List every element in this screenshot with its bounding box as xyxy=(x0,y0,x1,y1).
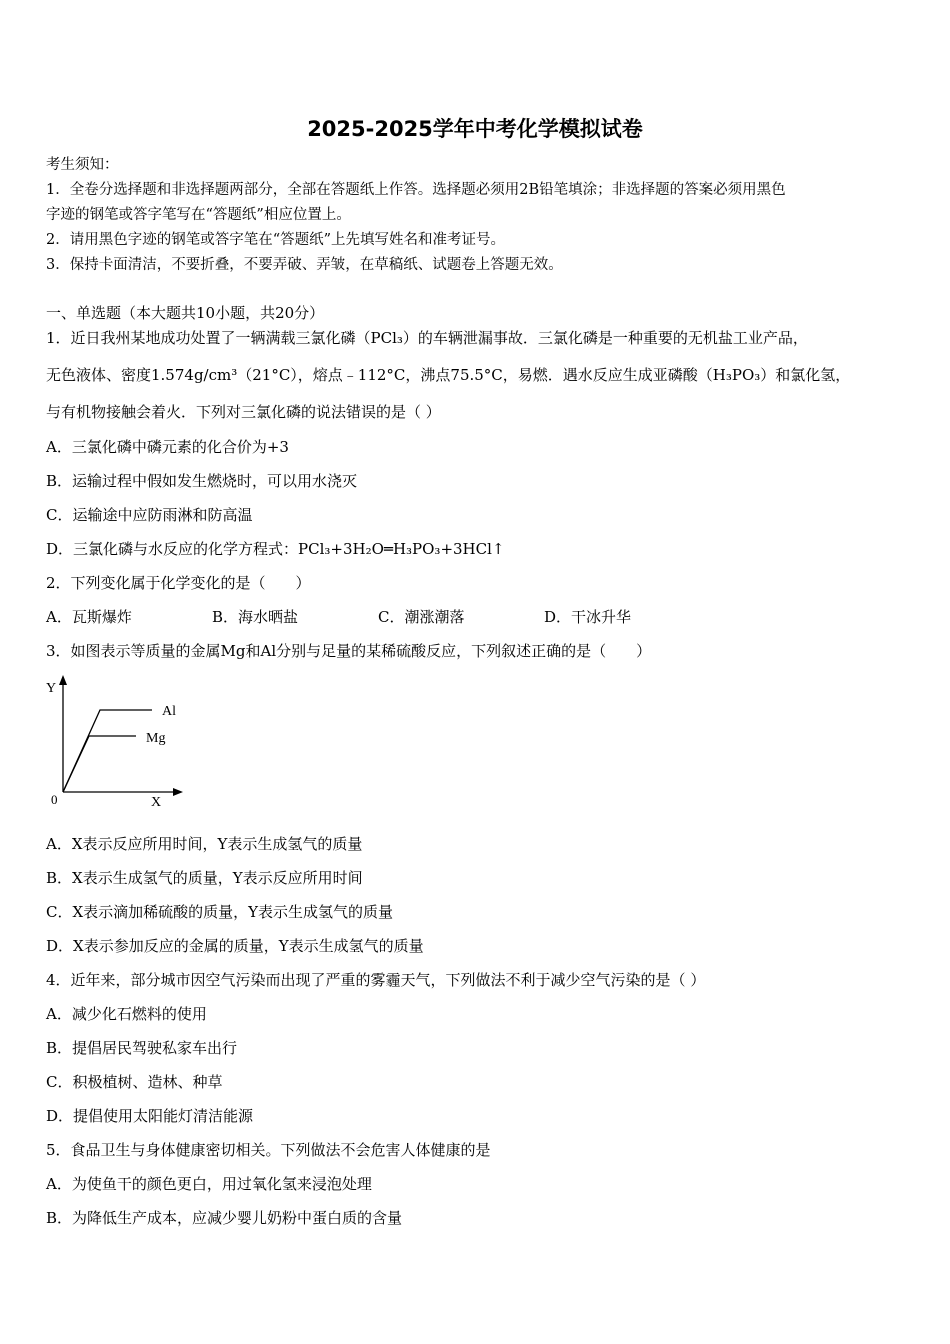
y-axis-label: Y xyxy=(46,681,57,696)
mg-label: Mg xyxy=(146,731,166,746)
q1-stem-line1: 1．近日我州某地成功处置了一辆满载三氯化磷（PCl₃）的车辆泄漏事故．三氯化磷是一种重要的无机盐工业产品， xyxy=(46,329,808,347)
q4-option-d: D．提倡使用太阳能灯清洁能源 xyxy=(46,1107,254,1125)
q1-option-d: D．三氯化磷与水反应的化学方程式：PCl₃+3H₂O═H₃PO₃+3HCl↑ xyxy=(46,540,505,558)
y-axis-arrow-icon xyxy=(59,675,67,685)
q2-option-d: D．干冰升华 xyxy=(544,608,632,626)
q5-option-a: A．为使鱼干的颜色更白，用过氧化氢来浸泡处理 xyxy=(46,1175,372,1193)
q4-option-c: C．积极植树、造林、种草 xyxy=(46,1073,223,1091)
q5-stem: 5．食品卫生与身体健康密切相关。下列做法不会危害人体健康的是 xyxy=(46,1141,491,1159)
x-axis-label: X xyxy=(151,795,162,810)
notice-item-1: 1．全卷分选择题和非选择题两部分，全部在答题纸上作答。选择题必须用2B铅笔填涂；非选择题的答案必须用黑色 xyxy=(46,182,786,198)
exam-title: 2025-2025学年中考化学模拟试卷 xyxy=(307,117,643,141)
q1-option-c: C．运输途中应防雨淋和防高温 xyxy=(46,506,253,524)
q5-option-b: B．为降低生产成本，应减少婴儿奶粉中蛋白质的含量 xyxy=(46,1209,403,1227)
mg-line xyxy=(63,736,136,792)
x-axis-arrow-icon xyxy=(173,788,183,796)
section-heading: 一、单选题（本大题共10小题，共20分） xyxy=(46,304,325,322)
q3-figure xyxy=(40,672,200,812)
origin-label: 0 xyxy=(51,792,58,807)
q3-option-d: D．X表示参加反应的金属的质量，Y表示生成氢气的质量 xyxy=(46,937,424,955)
q2-options xyxy=(46,606,710,627)
q3-stem: 3．如图表示等质量的金属Mg和Al分别与足量的某稀硫酸反应，下列叙述正确的是（ ） xyxy=(46,642,652,660)
notice-item-3: 3．保持卡面清洁，不要折叠，不要弄破、弄皱，在草稿纸、试题卷上答题无效。 xyxy=(46,257,563,273)
al-label: Al xyxy=(162,704,176,719)
notice-item-2: 2．请用黑色字迹的钢笔或答字笔在“答题纸”上先填写姓名和准考证号。 xyxy=(46,232,506,248)
q2-option-c: C．潮涨潮落 xyxy=(378,608,465,626)
q3-option-c: C．X表示滴加稀硫酸的质量，Y表示生成氢气的质量 xyxy=(46,903,394,921)
notice-item-1-cont: 字迹的钢笔或答字笔写在“答题纸”相应位置上。 xyxy=(46,207,351,223)
q1-stem-line2: 无色液体、密度1.574g/cm³（21°C），熔点﹣112°C，沸点75.5°C，易燃．遇水反应生成亚磷酸（H₃PO₃）和氯化氢， xyxy=(46,366,851,384)
notice-header: 考生须知： xyxy=(46,157,119,173)
q4-option-a: A．减少化石燃料的使用 xyxy=(46,1005,207,1023)
q1-stem-line3: 与有机物接触会着火．下列对三氯化磷的说法错误的是（ ） xyxy=(46,403,441,421)
q4-stem: 4．近年来，部分城市因空气污染而出现了严重的雾霾天气，下列做法不利于减少空气污染的是（ ） xyxy=(46,971,706,989)
q2-stem: 2．下列变化属于化学变化的是（ ） xyxy=(46,574,311,592)
q2-option-b: B．海水晒盐 xyxy=(212,608,299,626)
al-line xyxy=(63,710,152,792)
q2-option-a: A．瓦斯爆炸 xyxy=(46,608,132,626)
q1-option-b: B．运输过程中假如发生燃烧时，可以用水浇灭 xyxy=(46,472,358,490)
q1-option-a: A．三氯化磷中磷元素的化合价为+3 xyxy=(46,438,289,456)
q3-option-a: A．X表示反应所用时间，Y表示生成氢气的质量 xyxy=(46,835,363,853)
q3-option-b: B．X表示生成氢气的质量，Y表示反应所用时间 xyxy=(46,869,363,887)
q4-option-b: B．提倡居民驾驶私家车出行 xyxy=(46,1039,238,1057)
